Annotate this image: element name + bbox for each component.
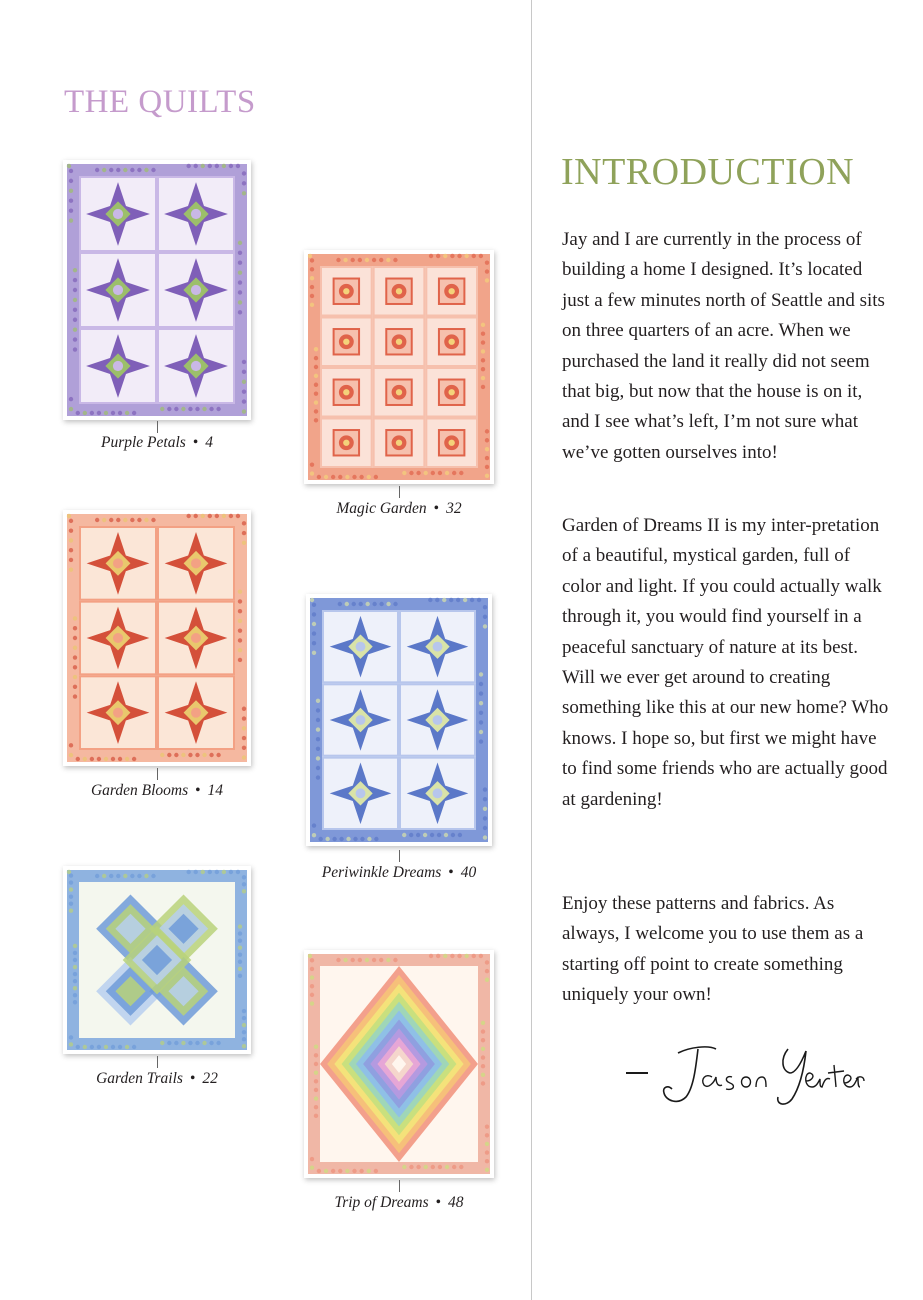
bullet: • (189, 1070, 196, 1087)
quilt-name: Magic Garden (336, 500, 427, 517)
bullet: • (195, 782, 201, 799)
quilt-page: 32 (446, 500, 462, 517)
introduction-heading: INTRODUCTION (561, 151, 855, 193)
bullet: • (448, 864, 454, 881)
quilt-trip-of-dreams (304, 950, 494, 1178)
quilt-page: 22 (202, 1070, 218, 1087)
page-divider (531, 0, 532, 1300)
quilt-purple-petals-image (63, 160, 251, 420)
caption-tick (157, 1056, 158, 1068)
quilt-name: Garden Blooms (90, 782, 189, 799)
intro-paragraph-3: Enjoy these patterns and fabrics. As always, I welcome you to use them as a starting off point to create something uniquely your own! (562, 893, 864, 1006)
bullet: • (435, 1194, 442, 1211)
bullet: • (433, 500, 440, 517)
caption-tick (399, 850, 400, 862)
quilt-magic-garden-image (304, 250, 494, 484)
quilt-magic-garden (304, 250, 494, 484)
caption-purple-petals (57, 434, 257, 452)
quilt-page: 48 (448, 1194, 464, 1211)
quilt-name: Garden Trails (96, 1070, 183, 1087)
intro-paragraph-1: Jay and I are currently in the process of building a home I designed. It’s located just a few minutes north of Seattle and sits on three quarters of an acre. When we purchased the land it really did not seem that big, but now that the house is on it, and I see what’s left, I’m not sure what we’ve gotten ourselves into! (562, 229, 885, 463)
signature (620, 1035, 865, 1120)
quilt-name: Trip of Dreams (334, 1194, 429, 1211)
quilt-periwinkle-dreams-image (306, 594, 492, 846)
quilt-page: 40 (460, 864, 477, 881)
quilt-page: 14 (207, 782, 224, 799)
quilt-page: 4 (205, 434, 213, 451)
caption-tick (399, 486, 400, 498)
quilt-garden-blooms-image (63, 510, 251, 766)
caption-garden-blooms (57, 782, 257, 800)
quilt-garden-blooms (63, 510, 251, 766)
quilt-name: Purple Petals (101, 434, 186, 451)
quilt-garden-trails (63, 866, 251, 1054)
bullet: • (192, 434, 199, 451)
quilt-name: Periwinkle Dreams (321, 864, 442, 881)
quilts-heading: THE QUILTS (64, 84, 256, 120)
quilt-purple-petals (63, 160, 251, 420)
quilt-garden-trails-image (63, 866, 251, 1054)
caption-garden-trails (57, 1070, 257, 1088)
caption-magic-garden (299, 500, 499, 518)
intro-paragraph-2: Garden of Dreams II is my inter-pretation of a beautiful, mystical garden, full of color and light. If you could actually walk through it, you would find yourself in a peaceful sanctuary of nature at its best. Will we ever get around to creating something like this at our new home? Who knows. I hope so, but first we might have to find some friends who are actually good at gardening! (562, 515, 889, 810)
caption-tick (157, 768, 158, 780)
quilt-trip-of-dreams-image (304, 950, 494, 1178)
caption-tick (157, 421, 158, 433)
caption-periwinkle-dreams (299, 864, 499, 882)
caption-tick (399, 1180, 400, 1192)
quilt-periwinkle-dreams (306, 594, 492, 846)
caption-trip-of-dreams (299, 1194, 499, 1212)
signature-image (620, 1035, 865, 1115)
